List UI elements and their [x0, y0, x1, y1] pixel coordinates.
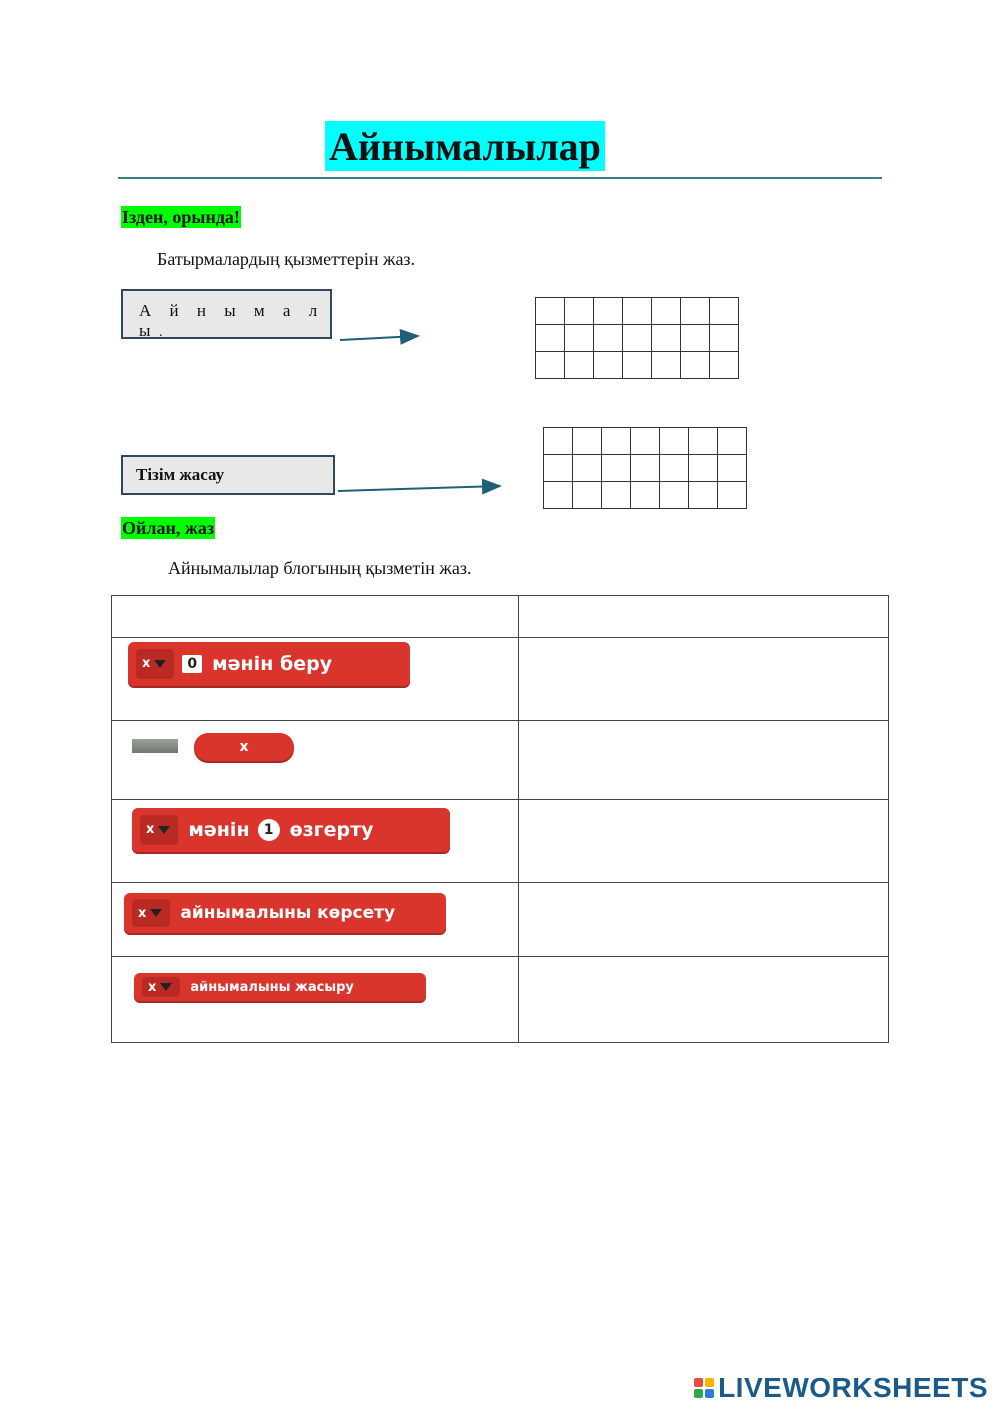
section-label-2: Ойлан, жаз [122, 518, 215, 538]
make-list-button-box [121, 455, 335, 495]
header-cell-1 [112, 596, 519, 638]
answer-cell-1[interactable] [519, 638, 889, 721]
variable-dropdown: x [142, 977, 180, 997]
change-value-block [132, 808, 450, 852]
logo-text: LIVEWORKSHEETS [718, 1372, 988, 1403]
instruction-2: Айнымалылар блогының қызметін жаз. [168, 558, 472, 578]
section-label-1: Ізден, орында! [122, 207, 240, 227]
chevron-down-icon [160, 983, 172, 991]
variable-button-label: А й н ы м а л ы [139, 301, 325, 340]
chevron-down-icon [154, 660, 166, 668]
block-cell-2 [112, 721, 519, 800]
answer-cell-2[interactable] [519, 721, 889, 800]
variable-dropdown: x [136, 649, 174, 680]
show-variable-block [124, 893, 446, 933]
block-cell-3 [112, 800, 519, 883]
value-input: 1 [258, 819, 280, 841]
variable-dropdown: x [140, 815, 178, 846]
logo-mark-icon [694, 1378, 714, 1398]
block-text: мәнін беру [212, 653, 333, 675]
block-cell-4 [112, 883, 519, 957]
instruction-1: Батырмалардың қызметтерін жаз. [157, 249, 416, 269]
answer-cell-4[interactable] [519, 883, 889, 957]
chevron-down-icon [158, 826, 170, 834]
header-cell-2[interactable] [519, 596, 889, 638]
blocks-table [111, 595, 889, 1043]
block-cell-5 [112, 957, 519, 1043]
variable-reporter-block: x [194, 733, 294, 761]
liveworksheets-logo [694, 1372, 988, 1404]
variable-button-box [121, 289, 332, 339]
title-divider [118, 177, 882, 179]
value-input: 0 [182, 655, 202, 673]
arrow-1 [338, 328, 428, 348]
block-text: айнымалыны көрсету [180, 903, 396, 923]
make-list-button-label: Тізім жасау [136, 465, 225, 484]
answer-grid-2[interactable] [543, 427, 747, 509]
block-cell-1 [112, 638, 519, 721]
reporter-swatch [132, 739, 178, 753]
block-text: мәнін [188, 819, 250, 841]
answer-grid-1[interactable] [535, 297, 739, 379]
answer-cell-5[interactable] [519, 957, 889, 1043]
answer-cell-3[interactable] [519, 800, 889, 883]
hide-variable-block [134, 973, 426, 1001]
block-text-2: өзгерту [289, 819, 374, 841]
chevron-down-icon [150, 909, 162, 917]
variable-dropdown: x [132, 899, 170, 927]
variable-button-dot: . [159, 325, 163, 340]
page-title: Айнымалылар [325, 121, 605, 171]
block-text: айнымалыны жасыру [190, 979, 354, 995]
arrow-2 [336, 478, 508, 498]
set-value-block [128, 642, 410, 686]
